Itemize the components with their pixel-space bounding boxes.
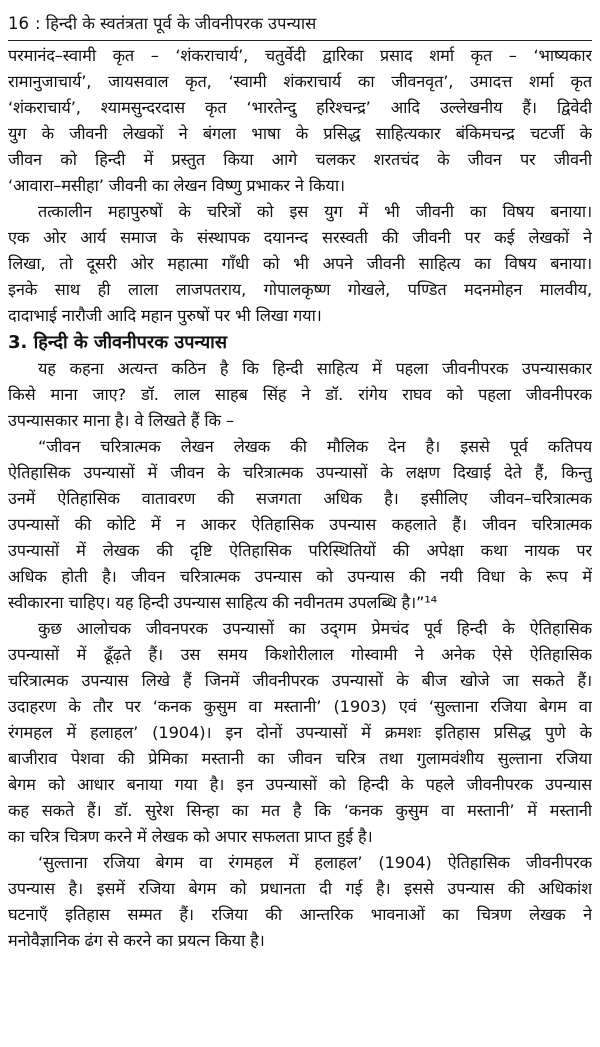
- text-line: कुछ आलोचक जीवनपरक उपन्यासों का उद्‌गम प्रेमचंद पूर्व हिन्दी के ऐतिहासिक: [38, 619, 592, 638]
- page-header: [8, 10, 592, 41]
- text-line: उपन्यासों में लेखक की दृष्टि ऐतिहासिक परिस्थितियों की अपेक्षा कथा नायक पर: [8, 541, 592, 560]
- text-line: उपन्यासों की कोटि में न आकर ऐतिहासिक उपन्यास कहलाते हैं। जीवन चरित्रात्मक: [8, 515, 592, 534]
- text-line: ‘शंकराचार्य’, श्यामसुन्दरदास कृत ‘भारतेन्दु हरिश्चन्द्र’ आदि उल्लेखनीय हैं। द्विवेदी: [8, 98, 592, 117]
- text-line: उपन्यासकार माना है। वे लिखते हैं कि –: [8, 411, 234, 430]
- text-line: ‘आवारा–मसीहा’ जीवनी का लेखन विष्णु प्रभाकर ने किया।: [8, 176, 345, 195]
- text-line: मनोवैज्ञानिक ढंग से करने का प्रयत्न किया है।: [8, 931, 265, 950]
- text-line: का चरित्र चित्रण करने में लेखक को अपार सफलता प्राप्त हुई है।: [8, 827, 373, 846]
- text-line: लिखा, तो दूसरी ओर महात्मा गाँधी को भी अपने जीवनी साहित्य का विषय बनाया।: [8, 254, 592, 273]
- text-line: परमानंद–स्वामी कृत – ‘शंकराचार्य’, चतुर्वेदी द्वारिका प्रसाद शर्मा कृत – ‘भाष्यकार: [8, 46, 592, 65]
- section-heading: 3. हिन्दी के जीवनीपरक उपन्यास: [8, 332, 228, 353]
- text-line: ‘सुल्ताना रजिया बेगम वा रंगमहल में हलाहल’ (1904) ऐतिहासिक जीवनीपरक: [38, 853, 592, 872]
- text-line: उदाहरण के तौर पर ‘कनक कुसुम वा मस्तानी’ (1903) एवं ‘सुल्ताना रजिया बेगम वा: [8, 697, 592, 716]
- paragraph-1: [8, 43, 592, 199]
- text-line: यह कहना अत्यन्त कठिन है कि हिन्दी साहित्य में पहला जीवनीपरक उपन्यासकार: [38, 359, 592, 378]
- paragraph-2: [8, 199, 592, 329]
- text-line: ऐतिहासिक उपन्यासों में जीवन के चरित्रात्मक उपन्यासों के लक्षण दिखाई देते हैं, किन्तु: [8, 463, 592, 482]
- paragraph-5: [8, 850, 592, 954]
- text-line: तत्कालीन महापुरुषों के चरित्रों को इस युग में भी जीवनी का विषय बनाया।: [38, 202, 592, 221]
- text-line: युग के जीवनी लेखकों ने बंगला भाषा के प्रसिद्ध साहित्यकार बंकिमचन्द्र चटर्जी के: [8, 124, 592, 143]
- block-quote: [8, 434, 592, 616]
- text-line: किसे माना जाए? डॉ. लाल साहब सिंह ने डॉ. रांगेय राघव को पहला जीवनीपरक: [8, 385, 592, 404]
- running-title: : हिन्दी के स्वतंत्रता पूर्व के जीवनीपरक उपन्यास: [35, 14, 317, 33]
- paragraph-3: [8, 356, 592, 434]
- text-line: बेगम को आधार बनाया गया है। इन उपन्यासों को हिन्दी के पहले जीवनीपरक उपन्यास: [8, 775, 592, 794]
- page-number: 16: [8, 14, 29, 33]
- text-line: घटनाएँ इतिहास सम्मत हैं। रजिया की आन्तरिक भावनाओं का चित्रण लेखक ने: [8, 905, 592, 924]
- text-line: स्वीकारना चाहिए। यह हिन्दी उपन्यास साहित्य की नवीनतम उपलब्धि है।”¹⁴: [8, 593, 438, 612]
- paragraph-4: [8, 616, 592, 850]
- text-line: रामानुजाचार्य’, जायसवाल कृत, ‘स्वामी शंकराचार्य का जीवनवृत’, उमादत्त शर्मा कृत: [8, 72, 592, 91]
- text-line: अधिक होती है। जीवन चरित्रात्मक उपन्यास को उपन्यास की नयी विधा के रूप में: [8, 567, 592, 586]
- text-line: रंगमहल में हलाहल’ (1904)। इन दोनों उपन्यासों में क्रमशः इतिहास प्रसिद्ध पुणे के: [8, 723, 592, 742]
- text-line: उनमें ऐतिहासिक वातावरण की सजगता अधिक है। इसीलिए जीवन–चरित्रात्मक: [8, 489, 592, 508]
- text-line: जीवन को हिन्दी में प्रस्तुत किया आगे चलकर शरतचंद के जीवन पर जीवनी: [8, 150, 592, 169]
- text-line: उपन्यास है। इसमें रजिया बेगम को प्रधानता दी गई है। इससे उपन्यास की अधिकांश: [8, 879, 592, 898]
- text-line: दादाभाई नारौजी आदि महान पुरुषों पर भी लिखा गया।: [8, 306, 322, 325]
- text-line: चरित्रात्मक उपन्यास लिखे हैं जिनमें जीवनीपरक उपन्यासों के बीज खोजे जा सकते हैं।: [8, 671, 592, 690]
- text-line: इनके साथ ही लाला लाजपतराय, गोपालकृष्ण गोखले, पण्डित मदनमोहन मालवीय,: [8, 280, 592, 299]
- text-line: “जीवन चरित्रात्मक लेखन लेखक की मौलिक देन है। इससे पूर्व कतिपय: [38, 437, 592, 456]
- text-line: कह सकते हैं। डॉ. सुरेश सिन्हा का मत है कि ‘कनक कुसुम वा मस्तानी’ में मस्तानी: [8, 801, 592, 820]
- text-line: बाजीराव पेशवा की प्रेमिका मस्तानी का जीवन चरित्र तथा गुलामवंशीय सुल्ताना रजिया: [8, 749, 592, 768]
- text-line: उपन्यासों में ढूँढ़ते हैं। उस समय किशोरीलाल गोस्वामी ने अनेक ऐसे ऐतिहासिक: [8, 645, 592, 664]
- text-line: एक ओर आर्य समाज के संस्थापक दयानन्द सरस्वती की जीवनी पर कई लेखकों ने: [8, 228, 592, 247]
